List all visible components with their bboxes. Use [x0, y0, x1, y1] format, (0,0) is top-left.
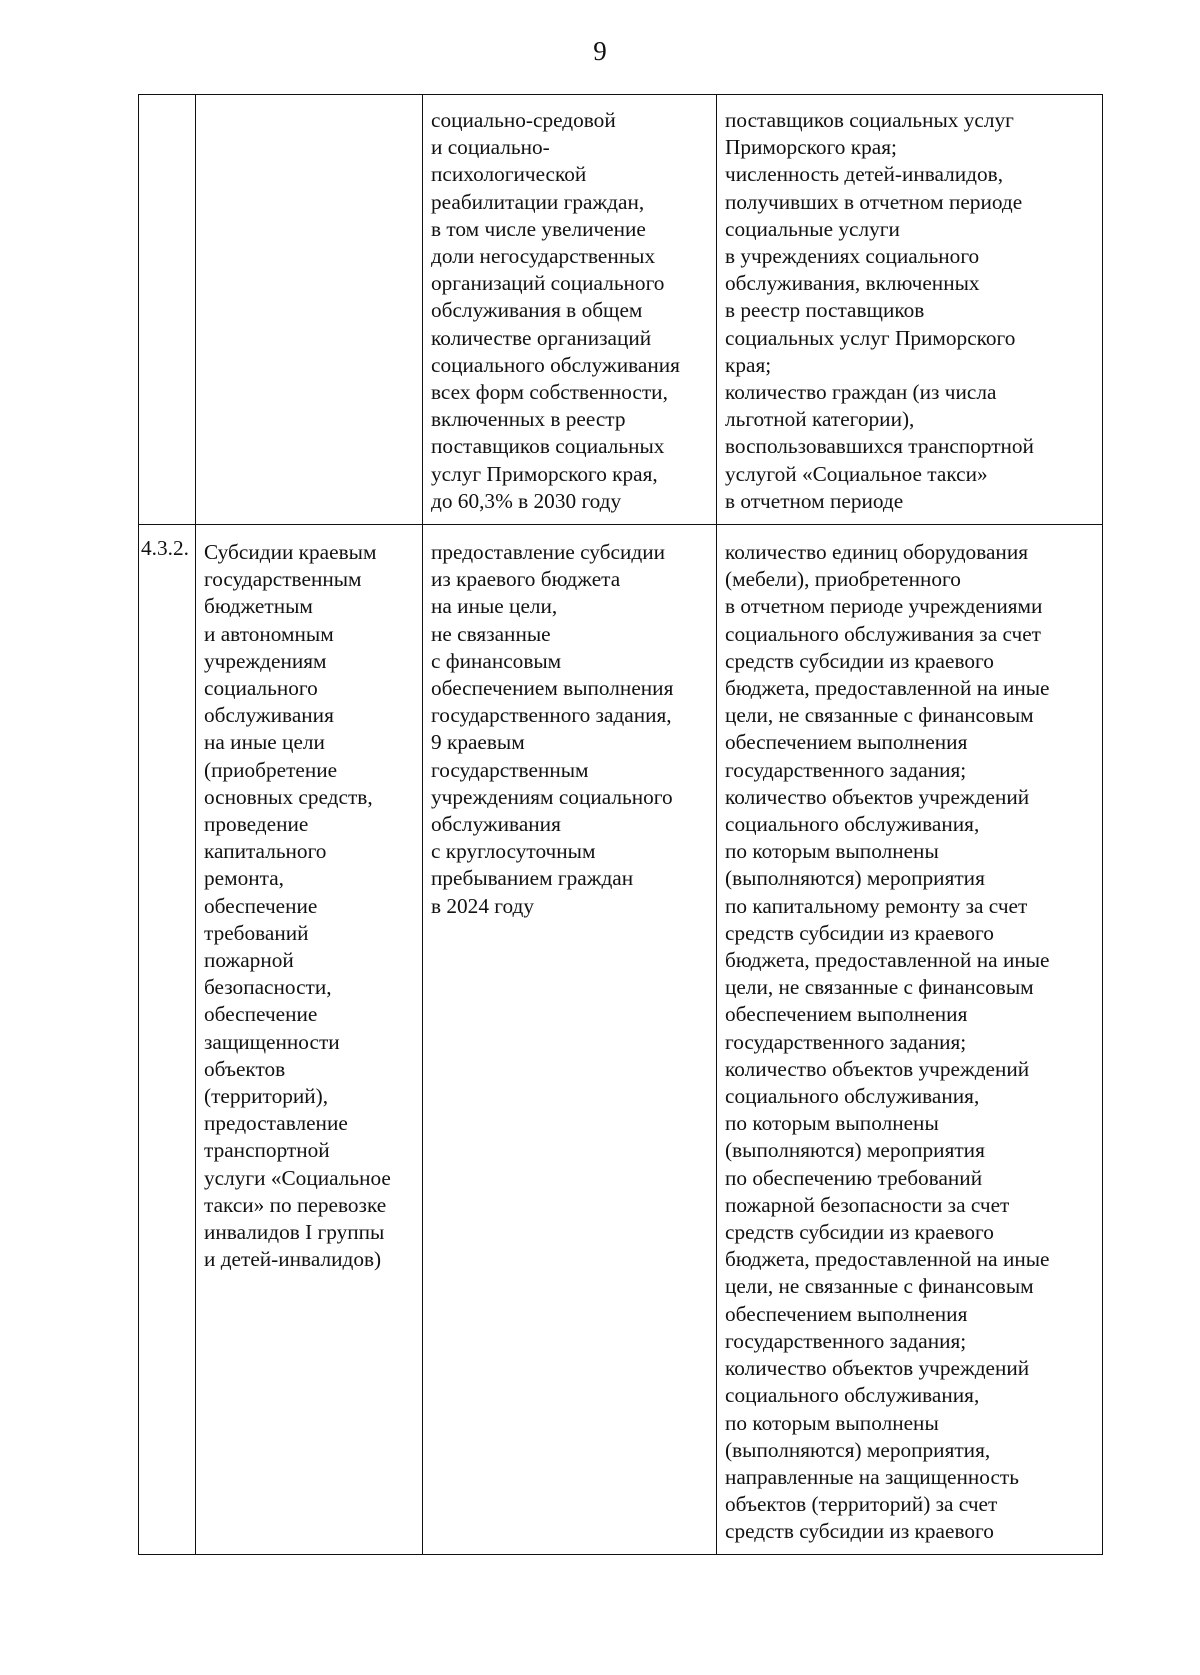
cell-expected-result: социально-средовой и социально- психологической реабилитации граждан, в том числе увеличение доли негосударственных организаций социального обслуживания в общем количестве организаций социального обслуживания всех форм собственности, включенных в реестр поставщиков социальных услуг Приморского края, до 60,3% в 2030 году — [423, 95, 717, 525]
cell-number — [139, 525, 196, 1555]
page-number: 9 — [593, 36, 607, 66]
table-row-4-3-2 — [139, 525, 1103, 1555]
cell-indicators: количество единиц оборудования (мебели), приобретенного в отчетном периоде учреждениями социального обслуживания за счет средств субсидии из краевого бюджета, предоставленной на иные цели, не связанные с финансовым обеспечением выполнения государственного задания; количество объектов учреждений социального обслуживания, по которым выполнены (выполняются) мероприятия по капитальному ремонту за счет средств субсидии из краевого бюджета, предоставленной на иные цели, не связанные с финансовым обеспечением выполнения государственного задания; количество объектов учреждений социального обслуживания, по которым выполнены (выполняются) мероприятия по обеспечению требований пожарной безопасности за счет средств субсидии из краевого бюджета, предоставленной на иные цели, не связанные с финансовым обеспечением выполнения государственного задания; количество объектов учреждений социального обслуживания, по которым выполнены (выполняются) мероприятия, направленные на защищенность объектов (территорий) за счет средств субсидии из краевого — [717, 525, 1103, 1555]
item-number: 4.3.2. — [141, 536, 189, 560]
cell-expected-result: предоставление субсидии из краевого бюджета на иные цели, не связанные с финансовым обеспечением выполнения государственного задания, 9 краевым государственным учреждениям социального обслуживания с круглосуточным пребыванием граждан в 2024 году — [423, 525, 717, 1555]
cell-number — [139, 95, 196, 525]
program-table — [138, 94, 1103, 1555]
table-row-continuation — [139, 95, 1103, 525]
cell-measure-name — [196, 95, 423, 525]
cell-measure-name: Субсидии краевым государственным бюджетным и автономным учреждениям социального обслуживания на иные цели (приобретение основных средств, проведение капитального ремонта, обеспечение требований пожарной безопасности, обеспечение защищенности объектов (территорий), предоставление транспортной услуги «Социальное такси» по перевозке инвалидов I группы и детей-инвалидов) — [196, 525, 423, 1555]
cell-indicators: поставщиков социальных услуг Приморского края; численность детей-инвалидов, получивших в отчетном периоде социальные услуги в учреждениях социального обслуживания, включенных в реестр поставщиков социальных услуг Приморского края; количество граждан (из числа льготной категории), воспользовавшихся транспортной услугой «Социальное такси» в отчетном периоде — [717, 95, 1103, 525]
